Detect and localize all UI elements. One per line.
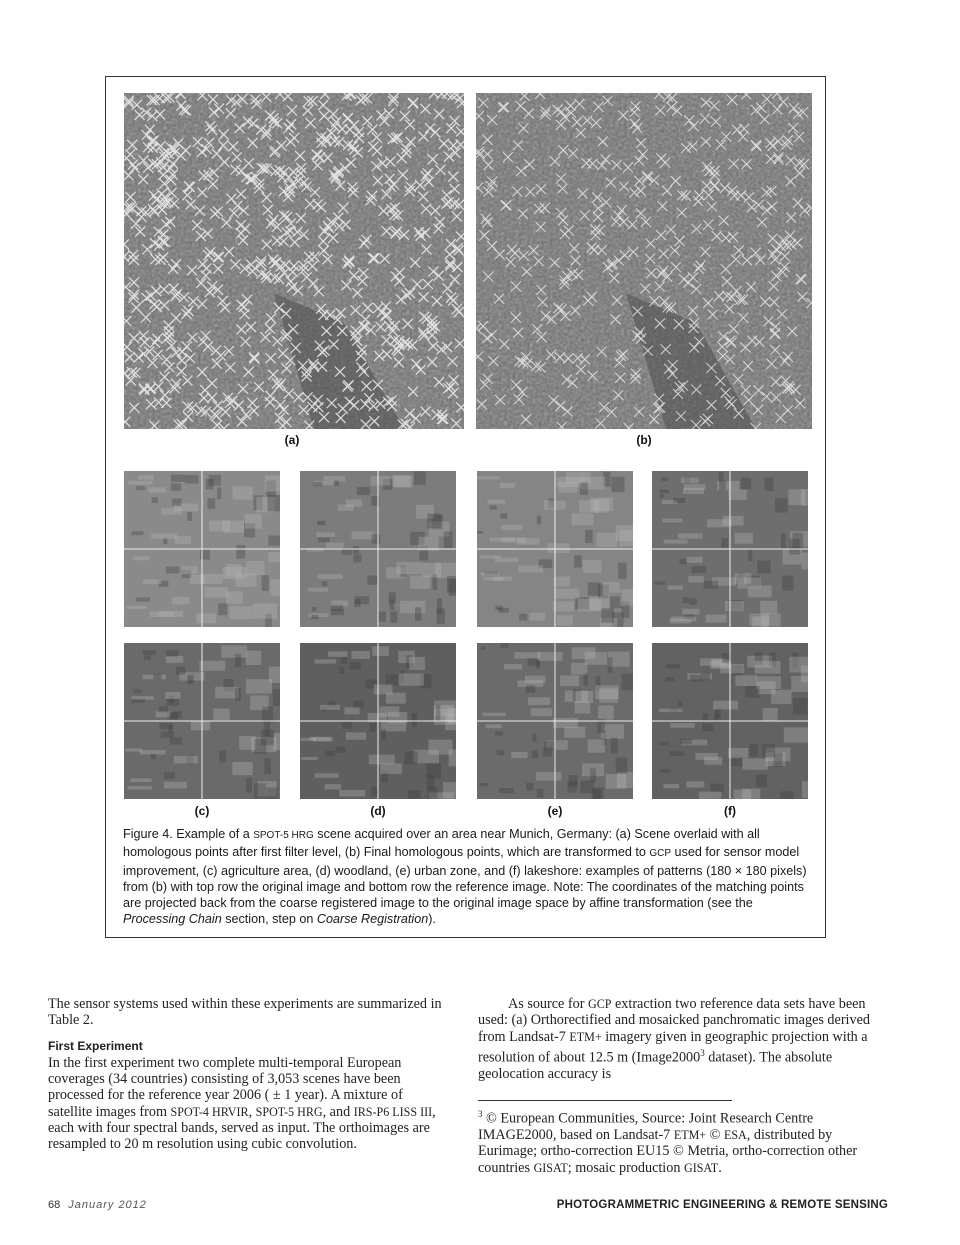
- footnote-text: , distributed by Eurimage; ortho-correction EU15 © Metria, ortho-correction other countries: [478, 1127, 858, 1176]
- sensor-name: ETM+: [569, 1029, 602, 1044]
- sensor-name: SPOT-4 HRVIR: [170, 1104, 249, 1119]
- intro-paragraph: The sensor systems used within these experiments are summarized in Table 2.: [48, 996, 442, 1029]
- satellite-scene-a: [124, 93, 464, 429]
- scene-a-svg: [124, 93, 464, 429]
- label-b: (b): [636, 433, 652, 447]
- caption-sensor: SPOT-5 HRG: [253, 830, 314, 841]
- pattern-e-original: [477, 471, 633, 627]
- pattern-d-reference: [300, 643, 456, 799]
- right-column: [478, 996, 888, 1082]
- gcp-term: GCP: [587, 997, 612, 1011]
- pattern-c-reference: [124, 643, 280, 799]
- agency-name: ESA: [723, 1128, 747, 1143]
- paragraph-text: In the first experiment two complete multi-temporal European coverages (34 countries) consisting of 3,053 scenes have been processed for the reference year 2006 ( ± 1 year). A mixture of satellite images from: [48, 1054, 403, 1120]
- pattern-f-original: [652, 471, 808, 627]
- sensor-name: IRS-P6 LISS III: [353, 1104, 433, 1119]
- caption-text: Figure 4. Example of a: [123, 827, 254, 841]
- caption-text: scene acquired over an area near Munich, Germany: (a) Scene overlaid with all homologous points after first filter level, (b) Final homologous points, which are transformed to: [123, 827, 760, 860]
- paragraph-text: extraction two reference data sets have been used: (a) Orthorectified and mosaicked panchromatic images derived from Landsat-7: [478, 996, 870, 1045]
- company-name: GISAT: [684, 1160, 719, 1175]
- footnote: [478, 1106, 888, 1176]
- paragraph-text: dataset). The absolute geolocation accuracy is: [478, 1049, 833, 1082]
- footnote-marker: 3: [700, 1047, 705, 1058]
- label-e: (e): [547, 804, 563, 818]
- sensor-name: SPOT-5 HRG: [255, 1104, 323, 1119]
- journal-name: PHOTOGRAMMETRIC ENGINEERING & REMOTE SENSING: [556, 1199, 888, 1211]
- company-name: GISAT: [533, 1160, 568, 1175]
- pattern-f-reference: [652, 643, 808, 799]
- footnote-number: 3: [478, 1109, 483, 1119]
- issue-date: January 2012: [68, 1199, 147, 1211]
- scene-b-svg: [476, 93, 812, 429]
- figure-caption: [123, 826, 813, 928]
- footnote-text: ©: [706, 1127, 724, 1144]
- paragraph-text: , and: [322, 1103, 354, 1120]
- caption-section-ref: Processing Chain: [123, 912, 222, 927]
- page-number: 68: [48, 1199, 61, 1211]
- paragraph-text: , each with four spectral bands, served as input. The orthoimages are resampled to 20 m resolution using cubic convolution.: [48, 1103, 436, 1153]
- paragraph-text: imagery given in geographic projection with a resolution of about 12.5 m (Image2000: [478, 1028, 868, 1066]
- paragraph-text: ,: [248, 1103, 256, 1120]
- paragraph-text: As source for: [508, 996, 588, 1012]
- pattern-d-original: [300, 471, 456, 627]
- section-heading: First Experiment: [48, 1038, 143, 1053]
- caption-gcp: GCP: [649, 848, 672, 860]
- label-f: (f): [724, 804, 736, 818]
- pattern-e-reference: [477, 643, 633, 799]
- footnote-rule: [478, 1100, 732, 1101]
- first-experiment-paragraph: [48, 1055, 448, 1153]
- caption-step-ref: Coarse Registration: [316, 912, 429, 927]
- caption-text: section, step on: [221, 912, 317, 927]
- sensor-name: ETM+: [673, 1128, 707, 1143]
- label-c: (c): [194, 804, 210, 818]
- gcp-source-paragraph: [478, 996, 888, 1082]
- label-a: (a): [284, 433, 300, 447]
- footnote-text: ; mosaic production: [567, 1159, 684, 1176]
- caption-text: used for sensor model improvement, (c) agriculture area, (d) woodland, (e) urban zone, and (f) lakeshore: examples of patterns (180 × 180 pixels) from (b) with top row the original image and bottom row the reference image. Note: The coordinates of the matching points are projected back from the coarse registered image to the original image space by affine transformation (see the: [123, 845, 807, 911]
- footnote-text: .: [718, 1159, 722, 1176]
- left-column: [48, 996, 448, 1153]
- pattern-c-original: [124, 471, 280, 627]
- page-footer-left: [48, 1199, 147, 1211]
- caption-text: ).: [428, 912, 436, 927]
- label-d: (d): [370, 804, 386, 818]
- footnote-text: © European Communities, Source: Joint Research Centre IMAGE2000, based on Landsat-7: [478, 1110, 814, 1144]
- satellite-scene-b: [476, 93, 812, 429]
